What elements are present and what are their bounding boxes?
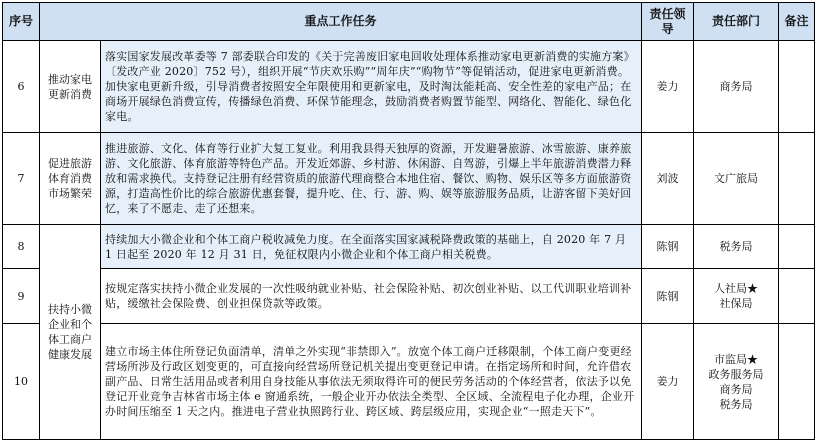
dept-name: 人社局★ bbox=[714, 282, 759, 295]
row-num: 9 bbox=[3, 269, 40, 324]
dept-name: 社保局 bbox=[719, 297, 753, 310]
row-num: 6 bbox=[3, 41, 40, 133]
table-row bbox=[3, 133, 815, 225]
row-leader: 姜力 bbox=[642, 41, 694, 133]
row-task: 建立市场主体住所登记负面清单，清单之外实现“非禁即入”。放宽个体工商户迁移限制，个体工商户变更经营场所涉及行政区划变更的，可直接向经营场所登记机关提出变更登记申请。在指定场所和时间，允许借农副产品、日常生活用品或者利用自身技能从事依法无须取得许可的便民劳务活动的个体经营者，依法予以免登记开业竞争吉林省市场主体 e 窗通系统，一般企业开办依法全类型、全区域、全流程电子化办理，企业开办时间压缩至 1 天之内。推进电子营业执照跨行业、跨区域、跨层级应用，实现企业“一照走天下”。 bbox=[101, 324, 642, 440]
row-task: 推进旅游、文化、体育等行业扩大复工复业。利用我县得天独厚的资源，开发避暑旅游、冰雪旅游、康养旅游、文化旅游、体育旅游等特色产品。开发近郊游、乡村游、休闲游、自驾游，引爆上半年旅游消费潜力释放和需求换代。支持登记注册有经营资质的旅游代理商整合本地住宿、餐饮、购物、娱乐区等多方面旅游资源，打造高性价比的综合旅游优惠套餐，提升吃、住、行、游、购、娱等旅游服务品质，让游客留下美好回忆，来了不愿走、走了还想来。 bbox=[101, 133, 642, 225]
row-leader: 刘波 bbox=[642, 133, 694, 225]
row-dept bbox=[694, 41, 779, 133]
row-note bbox=[779, 324, 815, 440]
row-task: 落实国家发展改革委等 7 部委联合印发的《关于完善废旧家电回收处理体系推动家电更新消费的实施方案》〔发改产业 2020〕752 号），组织开展“节庆欢乐购”“周年庆”“购物节”等促销活动，促进家电更新消费。加快家电更新升级，引导消费者按照安全年限使用和更新家电，及时淘汰能耗高、安全性差的家电产品；在商场开展绿色消费宣传，传播绿色消费、环保节能理念，鼓励消费者购置节能型、网络化、智能化、绿色化家电。 bbox=[101, 41, 642, 133]
row-leader: 陈钢 bbox=[642, 269, 694, 324]
row-dept bbox=[694, 324, 779, 440]
row-note bbox=[779, 41, 815, 133]
header-task: 重点工作任务 bbox=[40, 3, 642, 41]
row-category: 推动家电更新消费 bbox=[40, 41, 101, 133]
row-leader: 陈钢 bbox=[642, 225, 694, 269]
dept-name: 文广旅局 bbox=[714, 172, 759, 185]
row-num: 8 bbox=[3, 225, 40, 269]
dept-name: 商务局 bbox=[719, 382, 753, 396]
row-category: 促进旅游体育消费市场繁荣 bbox=[40, 133, 101, 225]
table-row bbox=[3, 324, 815, 440]
dept-name: 市监局★ bbox=[714, 352, 759, 366]
dept-name: 税务局 bbox=[719, 240, 753, 253]
row-dept bbox=[694, 225, 779, 269]
row-num: 7 bbox=[3, 133, 40, 225]
row-task: 持续加大小微企业和个体工商户税收减免力度。在全面落实国家减税降费政策的基础上，自 2020 年 7 月 1 日起至 2020 年 12 月 31 日，免征权限内小微企业和个体工商户相关税费。 bbox=[101, 225, 642, 269]
dept-name: 商务局 bbox=[719, 80, 753, 93]
row-note bbox=[779, 225, 815, 269]
row-category: 扶持小微企业和个体工商户健康发展 bbox=[40, 225, 101, 440]
task-table bbox=[2, 2, 815, 440]
header-num: 序号 bbox=[3, 3, 40, 41]
row-note bbox=[779, 133, 815, 225]
table-row bbox=[3, 225, 815, 269]
row-leader: 姜力 bbox=[642, 324, 694, 440]
header-note: 备注 bbox=[779, 3, 815, 41]
header-row bbox=[3, 3, 815, 41]
header-dept: 责任部门 bbox=[694, 3, 779, 41]
header-leader: 责任领导 bbox=[642, 3, 694, 41]
row-num: 10 bbox=[3, 324, 40, 440]
row-note bbox=[779, 269, 815, 324]
dept-name: 政务服务局 bbox=[708, 367, 764, 381]
table-row bbox=[3, 41, 815, 133]
dept-name: 税务局 bbox=[719, 397, 753, 411]
row-task: 按规定落实扶持小微企业发展的一次性吸纳就业补贴、社会保险补贴、初次创业补贴、以工代训职业培训补贴，缓缴社会保险费、创业担保贷款等政策。 bbox=[101, 269, 642, 324]
row-dept bbox=[694, 269, 779, 324]
row-dept bbox=[694, 133, 779, 225]
table-row bbox=[3, 269, 815, 324]
